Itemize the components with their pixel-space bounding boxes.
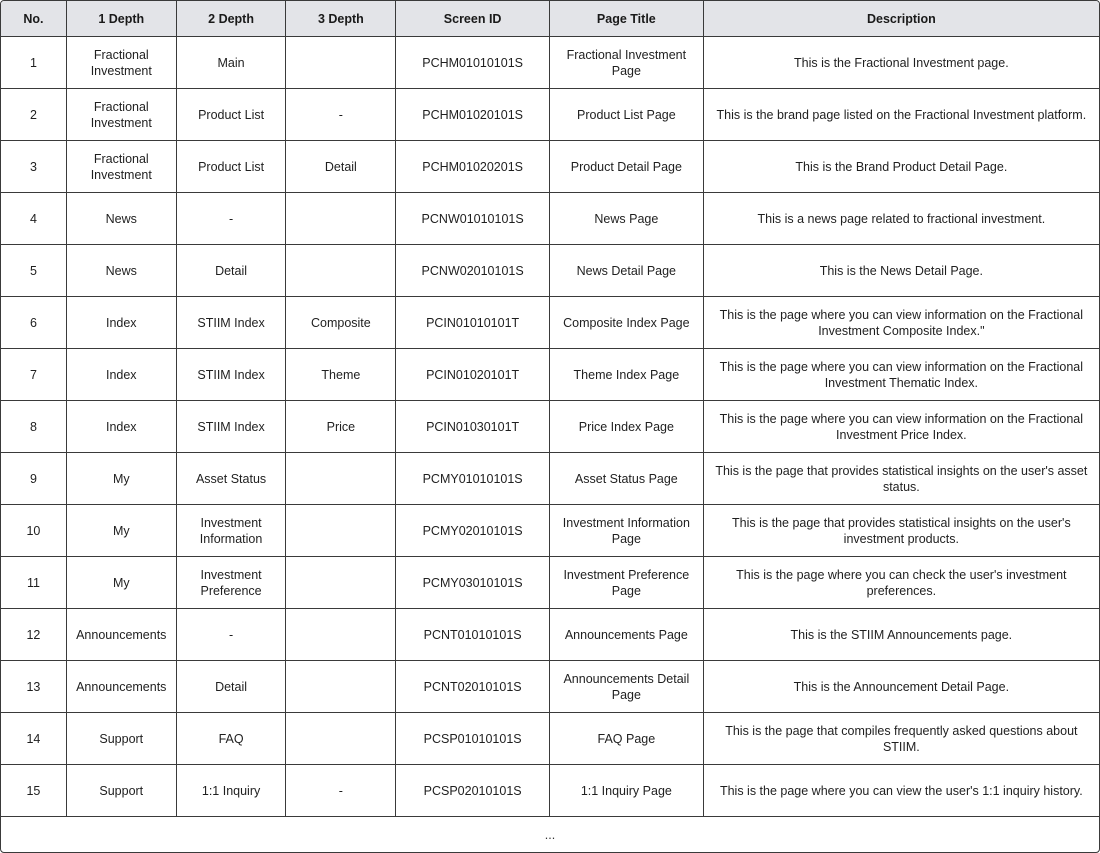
cell-screen-id: PCHM01010101S: [396, 37, 550, 89]
cell-2-depth: STIIM Index: [177, 401, 287, 453]
header-2-depth: 2 Depth: [177, 1, 287, 37]
cell-screen-id: PCIN01030101T: [396, 401, 550, 453]
cell-2-depth: Product List: [177, 89, 287, 141]
cell-1-depth: Fractional Investment: [67, 89, 177, 141]
header-page-title: Page Title: [550, 1, 704, 37]
cell-screen-id: PCIN01020101T: [396, 349, 550, 401]
cell-description: This is the Fractional Investment page.: [704, 37, 1099, 89]
table-row: [1, 37, 1099, 89]
cell-no: 8: [1, 401, 67, 453]
cell-3-depth: Theme: [286, 349, 396, 401]
cell-description: This is the STIIM Announcements page.: [704, 609, 1099, 661]
cell-screen-id: PCNW02010101S: [396, 245, 550, 297]
cell-3-depth: -: [286, 89, 396, 141]
cell-2-depth: 1:1 Inquiry: [177, 765, 287, 817]
cell-1-depth: Fractional Investment: [67, 141, 177, 193]
header-row: [1, 1, 1099, 37]
table-row: [1, 609, 1099, 661]
table-body: [1, 37, 1099, 852]
cell-1-depth: My: [67, 557, 177, 609]
table-row: [1, 505, 1099, 557]
cell-1-depth: Support: [67, 713, 177, 765]
cell-screen-id: PCNW01010101S: [396, 193, 550, 245]
cell-description: This is the page where you can view the user's 1:1 inquiry history.: [704, 765, 1099, 817]
table-row: [1, 765, 1099, 817]
cell-screen-id: PCMY03010101S: [396, 557, 550, 609]
cell-description: This is the News Detail Page.: [704, 245, 1099, 297]
cell-description: This is the page where you can view information on the Fractional Investment Composite Index.": [704, 297, 1099, 349]
table-row: [1, 661, 1099, 713]
cell-screen-id: PCNT02010101S: [396, 661, 550, 713]
cell-no: 11: [1, 557, 67, 609]
cell-no: 1: [1, 37, 67, 89]
cell-screen-id: PCSP02010101S: [396, 765, 550, 817]
table-row: [1, 89, 1099, 141]
cell-page-title: Asset Status Page: [550, 453, 704, 505]
cell-3-depth: Composite: [286, 297, 396, 349]
cell-description: This is the page where you can view information on the Fractional Investment Thematic Index.: [704, 349, 1099, 401]
cell-screen-id: PCHM01020201S: [396, 141, 550, 193]
cell-description: This is the page that compiles frequently asked questions about STIIM.: [704, 713, 1099, 765]
header-1-depth: 1 Depth: [67, 1, 177, 37]
cell-2-depth: Investment Information: [177, 505, 287, 557]
header-description: Description: [704, 1, 1099, 37]
header-no: No.: [1, 1, 67, 37]
cell-3-depth: [286, 661, 396, 713]
cell-page-title: 1:1 Inquiry Page: [550, 765, 704, 817]
cell-page-title: Investment Preference Page: [550, 557, 704, 609]
cell-no: 4: [1, 193, 67, 245]
cell-2-depth: Detail: [177, 245, 287, 297]
cell-3-depth: -: [286, 765, 396, 817]
cell-page-title: Fractional Investment Page: [550, 37, 704, 89]
cell-2-depth: Detail: [177, 661, 287, 713]
cell-no: 6: [1, 297, 67, 349]
cell-description: This is the Brand Product Detail Page.: [704, 141, 1099, 193]
table-row: [1, 141, 1099, 193]
cell-2-depth: Investment Preference: [177, 557, 287, 609]
cell-1-depth: Support: [67, 765, 177, 817]
table-row: [1, 193, 1099, 245]
cell-no: 9: [1, 453, 67, 505]
table-row: [1, 297, 1099, 349]
table-row: [1, 349, 1099, 401]
cell-page-title: Theme Index Page: [550, 349, 704, 401]
cell-page-title: FAQ Page: [550, 713, 704, 765]
cell-no: 15: [1, 765, 67, 817]
cell-1-depth: My: [67, 453, 177, 505]
cell-no: 3: [1, 141, 67, 193]
cell-1-depth: Index: [67, 297, 177, 349]
cell-screen-id: PCSP01010101S: [396, 713, 550, 765]
cell-2-depth: Asset Status: [177, 453, 287, 505]
cell-description: This is the page that provides statistical insights on the user's investment products.: [704, 505, 1099, 557]
cell-1-depth: News: [67, 245, 177, 297]
cell-2-depth: STIIM Index: [177, 349, 287, 401]
cell-1-depth: Announcements: [67, 661, 177, 713]
cell-2-depth: Main: [177, 37, 287, 89]
cell-no: 2: [1, 89, 67, 141]
cell-page-title: Investment Information Page: [550, 505, 704, 557]
cell-page-title: Price Index Page: [550, 401, 704, 453]
cell-description: This is the page that provides statistical insights on the user's asset status.: [704, 453, 1099, 505]
header-screen-id: Screen ID: [396, 1, 550, 37]
cell-no: 12: [1, 609, 67, 661]
cell-1-depth: My: [67, 505, 177, 557]
more-row: [1, 817, 1099, 852]
cell-2-depth: -: [177, 609, 287, 661]
cell-description: This is the page where you can view information on the Fractional Investment Price Index.: [704, 401, 1099, 453]
cell-3-depth: [286, 193, 396, 245]
cell-screen-id: PCNT01010101S: [396, 609, 550, 661]
cell-no: 14: [1, 713, 67, 765]
cell-1-depth: News: [67, 193, 177, 245]
cell-page-title: Announcements Detail Page: [550, 661, 704, 713]
cell-3-depth: [286, 505, 396, 557]
header-3-depth: 3 Depth: [286, 1, 396, 37]
cell-page-title: Product Detail Page: [550, 141, 704, 193]
cell-2-depth: FAQ: [177, 713, 287, 765]
cell-no: 5: [1, 245, 67, 297]
cell-2-depth: -: [177, 193, 287, 245]
cell-page-title: Composite Index Page: [550, 297, 704, 349]
cell-3-depth: [286, 609, 396, 661]
cell-screen-id: PCMY02010101S: [396, 505, 550, 557]
cell-page-title: Announcements Page: [550, 609, 704, 661]
cell-2-depth: STIIM Index: [177, 297, 287, 349]
table-row: [1, 401, 1099, 453]
cell-3-depth: Price: [286, 401, 396, 453]
cell-screen-id: PCMY01010101S: [396, 453, 550, 505]
cell-description: This is the Announcement Detail Page.: [704, 661, 1099, 713]
cell-1-depth: Announcements: [67, 609, 177, 661]
cell-no: 10: [1, 505, 67, 557]
cell-3-depth: [286, 245, 396, 297]
table-row: [1, 453, 1099, 505]
cell-screen-id: PCIN01010101T: [396, 297, 550, 349]
cell-no: 13: [1, 661, 67, 713]
table-header: [1, 1, 1099, 37]
cell-3-depth: [286, 713, 396, 765]
cell-screen-id: PCHM01020101S: [396, 89, 550, 141]
cell-3-depth: [286, 37, 396, 89]
more-indicator: ...: [544, 827, 556, 842]
table-row: [1, 713, 1099, 765]
cell-no: 7: [1, 349, 67, 401]
cell-page-title: Product List Page: [550, 89, 704, 141]
cell-3-depth: [286, 557, 396, 609]
cell-2-depth: Product List: [177, 141, 287, 193]
table-row: [1, 557, 1099, 609]
cell-description: This is a news page related to fractional investment.: [704, 193, 1099, 245]
cell-page-title: News Page: [550, 193, 704, 245]
cell-3-depth: Detail: [286, 141, 396, 193]
cell-1-depth: Index: [67, 349, 177, 401]
cell-1-depth: Fractional Investment: [67, 37, 177, 89]
cell-3-depth: [286, 453, 396, 505]
cell-description: This is the brand page listed on the Fractional Investment platform.: [704, 89, 1099, 141]
cell-1-depth: Index: [67, 401, 177, 453]
cell-description: This is the page where you can check the user's investment preferences.: [704, 557, 1099, 609]
table-row: [1, 245, 1099, 297]
cell-page-title: News Detail Page: [550, 245, 704, 297]
